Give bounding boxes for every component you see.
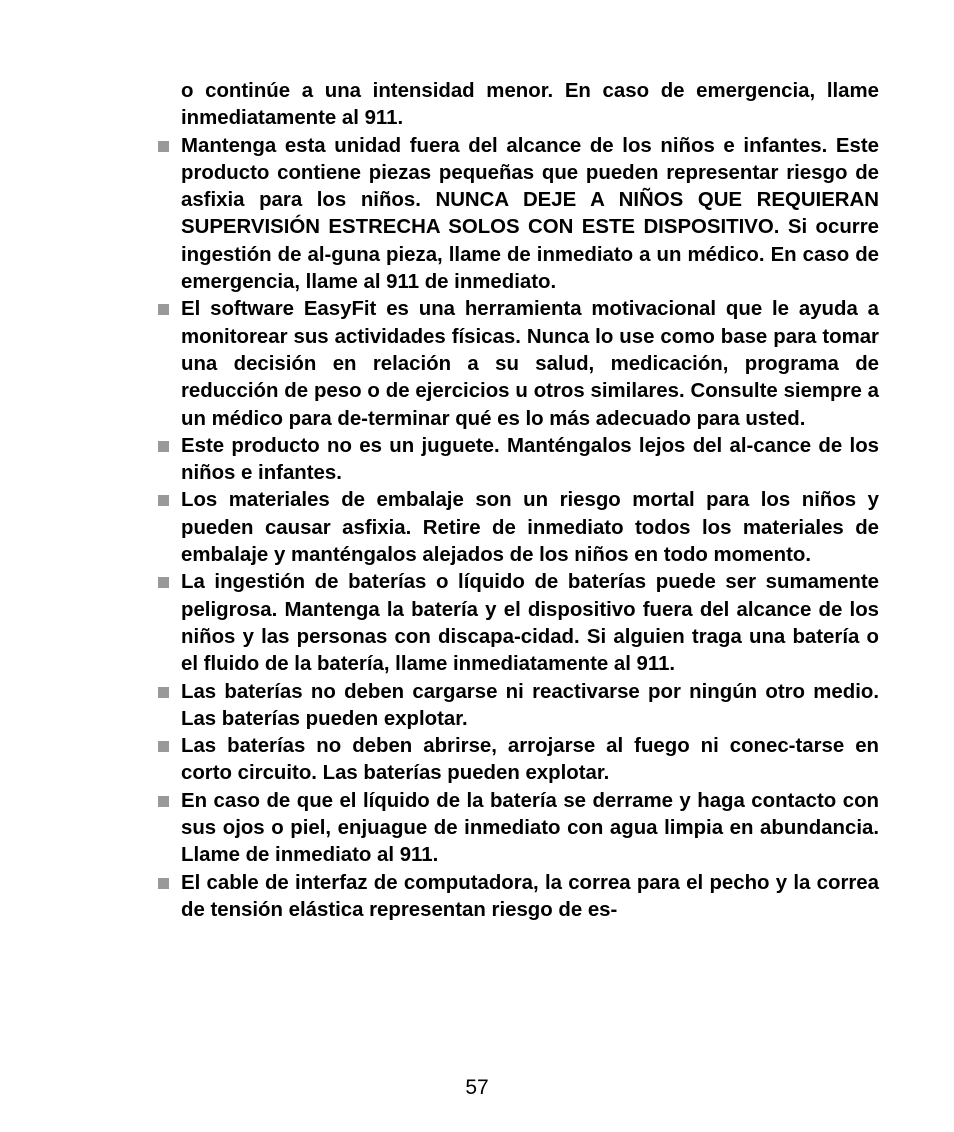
page-number: 57: [465, 1076, 489, 1099]
document-body: [181, 78, 879, 924]
square-bullet-icon: [158, 441, 169, 452]
list-item-text: Este producto no es un juguete. Manténgalos lejos del al-cance de los niños e infantes.: [181, 434, 879, 485]
list-item-text: El cable de interfaz de computadora, la correa para el pecho y la correa de tensión elástica representan riesgo de es-: [181, 871, 879, 921]
square-bullet-icon: [158, 878, 169, 889]
list-item-text: Las baterías no deben abrirse, arrojarse al fuego ni conec-tarse en corto circuito. Las baterías pueden explotar.: [181, 735, 879, 785]
square-bullet-icon: [158, 495, 169, 506]
list-item: [181, 733, 879, 788]
list-item: [181, 296, 879, 432]
list-item: [181, 433, 879, 488]
list-item-text: Los materiales de embalaje son un riesgo mortal para los niños y pueden causar asfixia. Retire de inmediato todos los materiales de embalaje y manténgalos alejados de los niños en todo momento.: [181, 489, 879, 567]
list-item-text: Mantenga esta unidad fuera del alcance de los niños e infantes. Este producto contiene piezas pequeñas que pueden representar riesgo de asfixia para los niños. NUNCA DEJE A NIÑOS QUE REQUIERAN SUPERVISIÓN ESTRECHA SOLOS CON ESTE DISPOSITIVO. Si ocurre ingestión de al-guna pieza, llame de inmediato a un médico. En caso de emergencia, llame al 911 de inmediato.: [181, 134, 879, 294]
list-item-text: Las baterías no deben cargarse ni reactivarse por ningún otro medio. Las baterías pueden explotar.: [181, 680, 879, 730]
square-bullet-icon: [158, 141, 169, 152]
continuation-paragraph: o continúe a una intensidad menor. En caso de emergencia, llame inmediatamente al 911.: [181, 80, 879, 130]
list-item-text: El software EasyFit es una herramienta motivacional que le ayuda a monitorear sus actividades físicas. Nunca lo use como base para tomar una decisión en relación a su salud, medicación, programa de reducción de peso o de ejercicios u otros similares. Consulte siempre a un médico para de-terminar qué es lo más adecuado para usted.: [181, 298, 879, 430]
list-item: [181, 870, 879, 925]
list-item-text: En caso de que el líquido de la batería se derrame y haga contacto con sus ojos o piel, enjuague de inmediato con agua limpia en abundancia. Llame de inmediato al 911.: [181, 789, 879, 867]
square-bullet-icon: [158, 687, 169, 698]
square-bullet-icon: [158, 796, 169, 807]
square-bullet-icon: [158, 304, 169, 315]
square-bullet-icon: [158, 577, 169, 588]
list-item-text: La ingestión de baterías o líquido de baterías puede ser sumamente peligrosa. Mantenga la batería y el dispositivo fuera del alcance de los niños y las personas con discapa-cidad. Si alguien traga una batería o el fluido de la batería, llame inmediatamente al 911.: [181, 571, 879, 676]
square-bullet-icon: [158, 741, 169, 752]
list-item: [181, 487, 879, 569]
list-item: [181, 788, 879, 870]
list-item: [181, 133, 879, 297]
list-item: [181, 679, 879, 734]
list-item: [181, 569, 879, 678]
